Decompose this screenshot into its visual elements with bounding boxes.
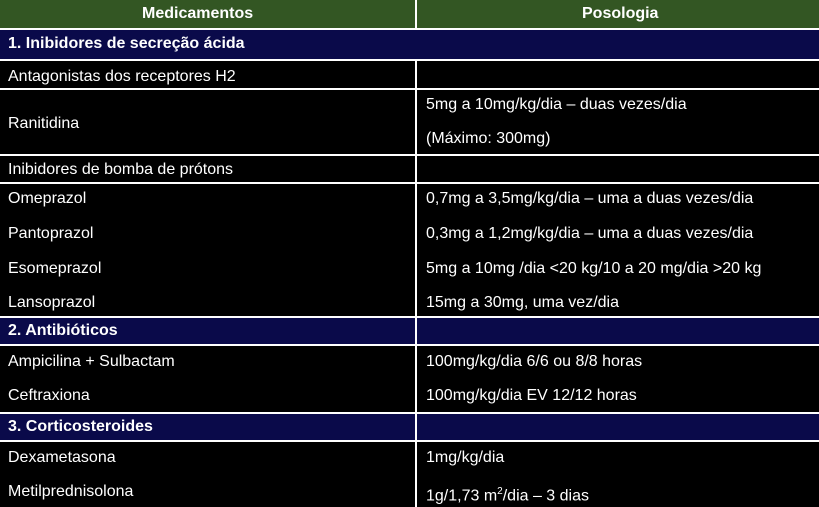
section-title: 3. Corticosteroides	[8, 418, 153, 435]
antibiotic-rows	[0, 346, 819, 412]
drug-dose: 1mg/kg/dia	[426, 449, 505, 466]
drug-dose: 15mg a 30mg, uma vez/dia	[426, 294, 619, 311]
drug-dose: 1g/1,73 $m^2$/dia – 3 dias	[426, 486, 589, 505]
section-inibidores	[0, 30, 819, 61]
drug-name: Omeprazol	[8, 190, 87, 207]
header-posologia: Posologia	[582, 5, 659, 22]
drug-name: Metilprednisolona	[8, 483, 134, 500]
drug-name: Lansoprazol	[8, 294, 96, 311]
dose-line: (Máximo: 300mg)	[426, 130, 551, 147]
dose-line: 5mg a 10mg/kg/dia – duas vezes/dia	[426, 96, 687, 113]
table-row	[0, 156, 819, 184]
table-row	[0, 61, 819, 90]
section-title: 2. Antibióticos	[8, 322, 118, 339]
drug-dose: 100mg/kg/dia EV 12/12 horas	[426, 387, 637, 404]
drug-name: Ranitidina	[8, 115, 80, 132]
ibp-rows	[0, 184, 819, 316]
header-medicamentos: Medicamentos	[142, 5, 254, 22]
section-antibioticos	[0, 316, 819, 346]
corticosteroid-rows	[0, 442, 819, 507]
drug-name: Ampicilina + Sulbactam	[8, 353, 175, 370]
section-title: 1. Inibidores de secreção ácida	[8, 35, 245, 52]
group-h2: Antagonistas dos receptores H2	[8, 68, 236, 85]
drug-name: Pantoprazol	[8, 225, 94, 242]
drug-dose: 5mg a 10mg /dia <20 kg/10 a 20 mg/dia >20 kg	[426, 260, 762, 277]
drug-name: Dexametasona	[8, 449, 116, 466]
table-header	[0, 0, 819, 30]
table-row	[0, 90, 819, 156]
drug-dose: 0,3mg a 1,2mg/kg/dia – uma a duas vezes/dia	[426, 225, 754, 242]
group-ibp: Inibidores de bomba de prótons	[8, 161, 234, 178]
drug-name: Ceftraxiona	[8, 387, 90, 404]
drug-dose: 0,7mg a 3,5mg/kg/dia – uma a duas vezes/dia	[426, 190, 754, 207]
drug-dose: 100mg/kg/dia 6/6 ou 8/8 horas	[426, 353, 643, 370]
drug-name: Esomeprazol	[8, 260, 102, 277]
drug-dose	[415, 90, 819, 154]
section-corticosteroides	[0, 412, 819, 442]
